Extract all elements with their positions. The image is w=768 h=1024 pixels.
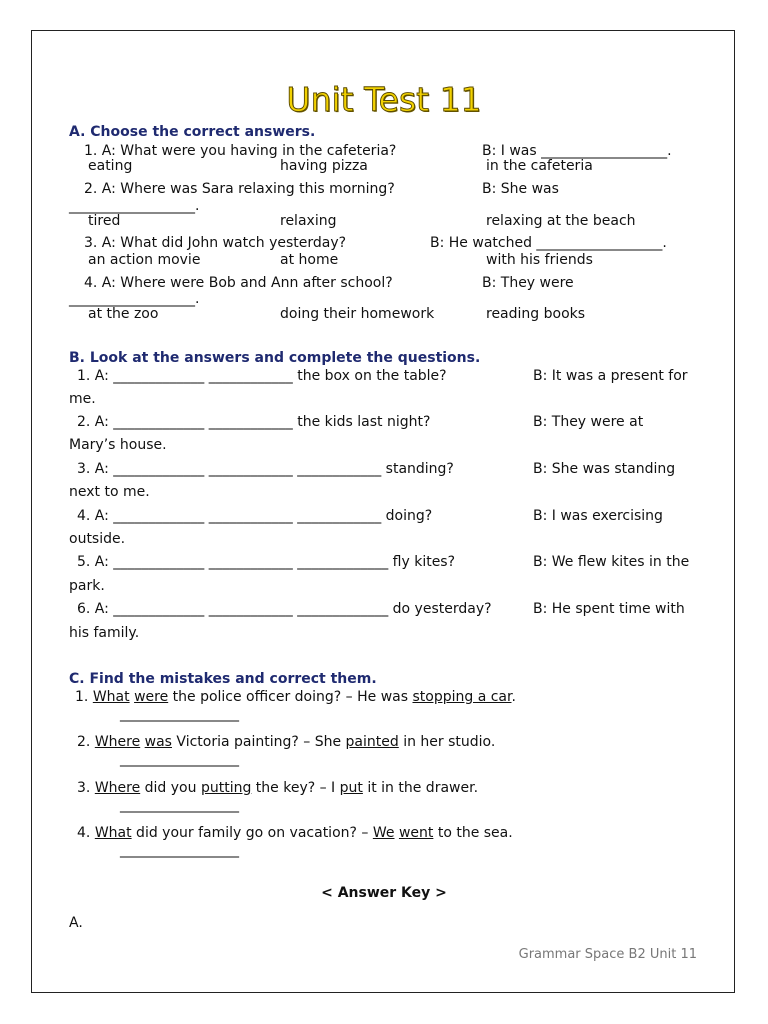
section-b-continuation: Mary’s house. bbox=[69, 437, 167, 453]
section-b-answer: B: We flew kites in the bbox=[533, 554, 690, 570]
section-b-continuation: his family. bbox=[69, 625, 140, 641]
section-b-question: 5. A: _____________ ____________ _____________ fly kites? bbox=[77, 554, 456, 570]
section-a-heading: A. Choose the correct answers. bbox=[69, 124, 316, 140]
section-a-question: 1. A: What were you having in the cafeteria? bbox=[84, 143, 397, 159]
section-a-option: relaxing bbox=[280, 213, 337, 229]
underlined-word: Where bbox=[94, 780, 141, 796]
section-b-answer: B: He spent time with bbox=[533, 601, 685, 617]
underlined-word: stopping a car bbox=[412, 689, 512, 705]
underlined-word: went bbox=[398, 825, 434, 841]
section-a-answer: B: They were bbox=[482, 275, 574, 291]
section-b-question: 4. A: _____________ ____________ ____________ doing? bbox=[77, 508, 433, 524]
answer-key-title: < Answer Key > bbox=[321, 885, 447, 901]
underlined-word: Where bbox=[94, 734, 141, 750]
section-a-option: reading books bbox=[486, 306, 586, 322]
section-b-answer: B: I was exercising bbox=[533, 508, 663, 524]
page-footer: Grammar Space B2 Unit 11 bbox=[518, 947, 697, 962]
section-a-answer: B: I was __________________. bbox=[482, 143, 672, 159]
section-a-answer: B: He watched __________________. bbox=[430, 235, 667, 251]
section-c-item: 1. What were the police officer doing? – He was stopping a car. bbox=[75, 689, 516, 705]
section-a-question: 4. A: Where were Bob and Ann after school? bbox=[84, 275, 393, 291]
underlined-word: What bbox=[94, 825, 132, 841]
section-a-question: 3. A: What did John watch yesterday? bbox=[84, 235, 347, 251]
section-b-question: 1. A: _____________ ____________ the box on the table? bbox=[77, 368, 447, 384]
section-b-question: 2. A: _____________ ____________ the kids last night? bbox=[77, 414, 431, 430]
answer-key-first-label: A. bbox=[69, 915, 83, 931]
section-c-answer-blank: _________________ bbox=[120, 842, 239, 858]
section-a-option: relaxing at the beach bbox=[486, 213, 636, 229]
section-a-question: 2. A: Where was Sara relaxing this morning? bbox=[84, 181, 395, 197]
section-c-answer-blank: _________________ bbox=[120, 797, 239, 813]
section-b-continuation: next to me. bbox=[69, 484, 150, 500]
section-a-option: having pizza bbox=[280, 158, 368, 174]
section-a-option: at the zoo bbox=[88, 306, 159, 322]
underlined-word: was bbox=[144, 734, 172, 750]
section-c-answer-blank: _________________ bbox=[120, 706, 239, 722]
section-c-item: 3. Where did you putting the key? – I put it in the drawer. bbox=[77, 780, 479, 796]
section-b-answer: B: It was a present for bbox=[533, 368, 688, 384]
section-b-question: 3. A: _____________ ____________ ____________ standing? bbox=[77, 461, 454, 477]
section-a-blank-line: __________________. bbox=[69, 198, 200, 214]
section-a-answer: B: She was bbox=[482, 181, 559, 197]
underlined-word: put bbox=[339, 780, 363, 796]
section-c-item: 4. What did your family go on vacation? – We went to the sea. bbox=[77, 825, 513, 841]
underlined-word: were bbox=[134, 689, 169, 705]
section-a-blank-line: __________________. bbox=[69, 291, 200, 307]
page-title: Unit Test 11 bbox=[286, 80, 482, 119]
section-a-option: with his friends bbox=[486, 252, 593, 268]
section-a-option: in the cafeteria bbox=[486, 158, 593, 174]
section-b-answer: B: They were at bbox=[533, 414, 644, 430]
underlined-word: painted bbox=[345, 734, 399, 750]
section-a-option: at home bbox=[280, 252, 339, 268]
section-c-item: 2. Where was Victoria painting? – She painted in her studio. bbox=[77, 734, 496, 750]
underlined-word: What bbox=[92, 689, 130, 705]
section-a-option: doing their homework bbox=[280, 306, 435, 322]
section-a-option: tired bbox=[88, 213, 121, 229]
underlined-word: We bbox=[372, 825, 395, 841]
section-b-continuation: park. bbox=[69, 578, 105, 594]
section-c-answer-blank: _________________ bbox=[120, 751, 239, 767]
section-b-question: 6. A: _____________ ____________ _____________ do yesterday? bbox=[77, 601, 492, 617]
section-b-heading: B. Look at the answers and complete the questions. bbox=[69, 350, 481, 366]
section-a-option: eating bbox=[88, 158, 133, 174]
section-b-answer: B: She was standing bbox=[533, 461, 676, 477]
section-c-heading: C. Find the mistakes and correct them. bbox=[69, 671, 377, 687]
section-b-continuation: me. bbox=[69, 391, 96, 407]
section-b-continuation: outside. bbox=[69, 531, 126, 547]
underlined-word: putting bbox=[200, 780, 252, 796]
section-a-option: an action movie bbox=[88, 252, 201, 268]
